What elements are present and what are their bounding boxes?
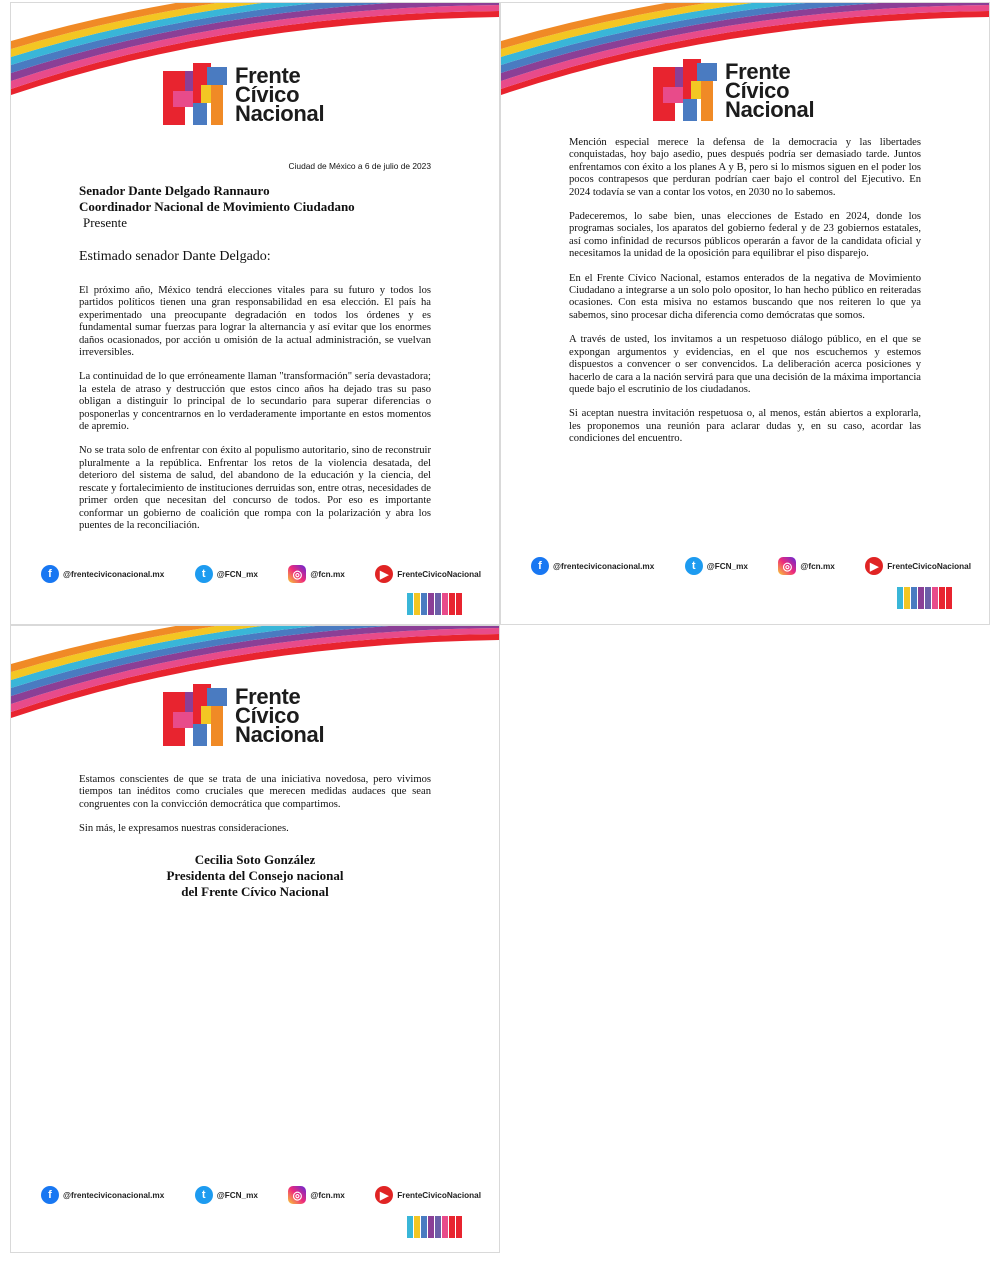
youtube-link[interactable]: ▶ FrenteCivicoNacional: [375, 565, 481, 583]
recipient-block: [79, 183, 355, 231]
letter-page-1: [10, 2, 500, 625]
signature-name: Cecilia Soto González: [194, 852, 316, 867]
recipient-name: Senador Dante Delgado Rannauro: [79, 183, 270, 198]
paragraph: Mención especial merece la defensa de la democracia y las libertades conquistadas, hoy bajo asedio, pues después podría ser demasiado tarde. Juntos enfrentamos con éxito a los planes A y B, pero si lo mismos siguen en el poder los pocos contrapesos que perduran podrían caer bajo el control del Ejecutivo. En 2024 todavía se van a contar los votos, en 2030 no lo sabemos.: [569, 137, 921, 198]
youtube-link[interactable]: ▶ FrenteCivicoNacional: [865, 557, 971, 575]
logo-text-line3: Nacional: [235, 100, 325, 126]
logo-text-line1: Frente: [235, 683, 301, 709]
twitter-link[interactable]: t @FCN_mx: [685, 557, 748, 575]
paragraph: No se trata solo de enfrentar con éxito al populismo autoritario, sino de reconstruir pluralmente a la república. Enfrentar los retos de la violencia desatada, del deterioro del sistema de salud, del abandono de la educación y la ciencia, del rescate y fortalecimiento de instituciones derruidas son, entre otras, necesidades de primer orden que necesitan del concurso de todos. Por eso es importante conformar un gobierno de coalición que rompa con la polarización y abra los puentes de la reconciliación.: [79, 445, 431, 531]
frente-civico-logo: [163, 61, 324, 127]
twitter-icon: t: [685, 557, 703, 575]
paragraph: La continuidad de lo que erróneamente llaman "transformación" sería devastadora; la estela de atraso y destrucción que estos cinco años ha dejado tras su paso obligan a distinguir lo principal de lo secundario para superar diferencias o posponerlas y concentrarnos en lo verdaderamente importante en estos momentos de apremio.: [79, 371, 431, 433]
letter-body: [79, 285, 431, 544]
signature-block: [79, 852, 431, 900]
logo-text-line3: Nacional: [725, 96, 815, 122]
logo-text-line2: Cívico: [235, 702, 300, 728]
footer-color-bars: [407, 593, 462, 615]
youtube-icon: ▶: [375, 565, 393, 583]
instagram-link[interactable]: ◎ @fcn.mx: [288, 565, 344, 583]
instagram-icon: ◎: [288, 565, 306, 583]
paragraph: Padeceremos, lo sabe bien, unas elecciones de Estado en 2024, donde los programas sociales, los aparatos del gobierno federal y de 23 gobiernos estatales, así como infinidad de recursos públicos operarán a favor de la candidata oficial y necesitamos la unidad de la oposición para equilibrar el piso disparejo.: [569, 211, 921, 260]
facebook-link[interactable]: f @frenteciviconacional.mx: [41, 1186, 164, 1204]
logo-text-line1: Frente: [235, 62, 301, 88]
letter-body: [79, 774, 431, 848]
logo-mark-icon: [653, 59, 717, 121]
greeting: Estimado senador Dante Delgado:: [79, 249, 271, 264]
paragraph: El próximo año, México tendrá elecciones vitales para su futuro y todos los partidos políticos tienen una gran responsabilidad en esa elección. El país ha experimentado una preocupante degradación en todos los órdenes y es fundamental sumar fuerzas para lograr la alternancia y así evitar que los enormes daños ocasionados, por acción u omisión de la actual administración, se vuelvan irreversibles.: [79, 285, 431, 359]
paragraph: Estamos conscientes de que se trata de una iniciativa novedosa, pero vivimos tiempos tan inéditos como cruciales que merecen medidas audaces que sean congruentes con la convicción democrática que compartimos.: [79, 774, 431, 810]
paragraph: Si aceptan nuestra invitación respetuosa o, al menos, están abiertos a explorarla, les proponemos una reunión para aclarar dudas y, en su caso, acordar las condiciones del encuentro.: [569, 408, 921, 445]
facebook-icon: f: [41, 565, 59, 583]
twitter-icon: t: [195, 565, 213, 583]
signature-title-1: Presidenta del Consejo nacional: [166, 868, 344, 883]
instagram-link[interactable]: ◎ @fcn.mx: [778, 557, 834, 575]
letter-date: Ciudad de México a 6 de julio de 2023: [288, 161, 431, 171]
logo-text-line1: Frente: [725, 58, 791, 84]
youtube-link[interactable]: ▶ FrenteCivicoNacional: [375, 1186, 481, 1204]
paragraph: En el Frente Cívico Nacional, estamos enterados de la negativa de Movimiento Ciudadano a integrarse a un solo polo opositor, lo han hecho público en reiteradas ocasiones. Con esta misiva no estamos buscando que nos reiteren lo que ya sabemos, sino procesar dicha diferencia como demócratas que somos.: [569, 272, 921, 321]
twitter-link[interactable]: t @FCN_mx: [195, 565, 258, 583]
letter-page-3: [10, 625, 500, 1253]
logo-text-line2: Cívico: [235, 81, 300, 107]
youtube-icon: ▶: [375, 1186, 393, 1204]
instagram-icon: ◎: [288, 1186, 306, 1204]
footer-color-bars: [897, 587, 952, 609]
facebook-icon: f: [41, 1186, 59, 1204]
paragraph: Sin más, le expresamos nuestras consideraciones.: [79, 823, 289, 835]
twitter-link[interactable]: t @FCN_mx: [195, 1186, 258, 1204]
footer-color-bars: [407, 1216, 462, 1238]
signature-title-2: del Frente Cívico Nacional: [181, 884, 329, 899]
facebook-link[interactable]: f @frenteciviconacional.mx: [41, 565, 164, 583]
social-links-footer: [41, 1186, 481, 1204]
instagram-icon: ◎: [778, 557, 796, 575]
social-links-footer: [531, 557, 971, 575]
social-links-footer: [41, 565, 481, 583]
frente-civico-logo: [163, 682, 324, 748]
recipient-presente: Presente: [83, 215, 128, 230]
logo-text-line2: Cívico: [725, 77, 790, 103]
recipient-title: Coordinador Nacional de Movimiento Ciudadano: [79, 199, 355, 214]
youtube-icon: ▶: [865, 557, 883, 575]
instagram-link[interactable]: ◎ @fcn.mx: [288, 1186, 344, 1204]
logo-mark-icon: [163, 63, 227, 125]
frente-civico-logo: [653, 57, 814, 123]
logo-mark-icon: [163, 684, 227, 746]
facebook-link[interactable]: f @frenteciviconacional.mx: [531, 557, 654, 575]
facebook-icon: f: [531, 557, 549, 575]
logo-text-line3: Nacional: [235, 721, 325, 747]
letter-body: [569, 137, 921, 458]
twitter-icon: t: [195, 1186, 213, 1204]
paragraph: A través de usted, los invitamos a un respetuoso diálogo público, en el que se expongan argumentos y evidencias, en el que nos escuchemos y estemos dispuestos a convencer o ser convencidos. La deliberación acerca posiciones y hacerlo de cara a la nación servirá para que una decisión de la máxima importancia quede bajo el escrutinio de los ciudadanos.: [569, 334, 921, 395]
letter-page-2: [500, 2, 990, 625]
